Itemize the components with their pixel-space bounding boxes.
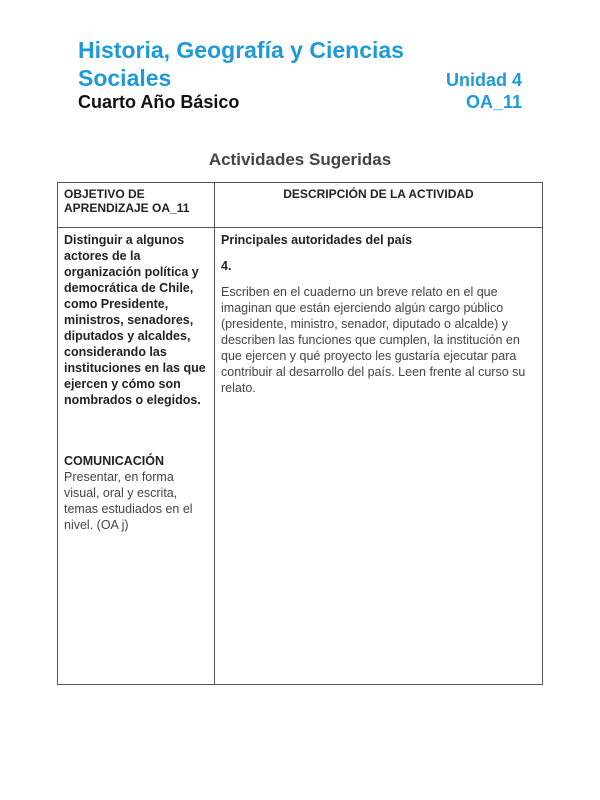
activity-table [57,182,543,685]
header-row-2 [78,64,522,92]
oa-label: OA_11 [465,92,522,112]
activity-cell [215,228,543,685]
document-header [78,36,522,116]
learning-objective-text: Distinguir a algunos actores de la organización política y democrática de Chile, como Presidente, ministros, senadores, diputados y alcaldes, considerando las instituciones en las que ejercen y cómo son nombrados o elegidos. [64,233,206,407]
subject-title-line1: Historia, Geografía y Ciencias [78,37,404,63]
header-row-3 [78,92,522,116]
objective-cell [58,228,215,685]
activity-title: Principales autoridades del país [221,233,413,247]
skill-title: COMUNICACIÓN [64,454,164,468]
unit-label: Unidad 4 [445,70,522,90]
subject-title-line2: Sociales [78,65,172,91]
activity-column-header: DESCRIPCIÓN DE LA ACTIVIDAD [215,183,543,228]
activity-description: Escriben en el cuaderno un breve relato en el que imaginan que están ejerciendo algún cargo público (presidente, ministro, senador, diputado o alcalde) y describen las funciones que cumplen, la institución en que ejercen y qué proyecto les gustaría ejecutar para contribuir al desarrollo del país. Leen frente al curso su relato. [221,285,526,395]
objective-column-header: OBJETIVO DE APRENDIZAJE OA_11 [58,183,215,228]
table-header-row [58,183,543,228]
section-title: Actividades Sugeridas [208,150,392,169]
skill-description: Presentar, en forma visual, oral y escrita, temas estudiados en el nivel. (OA j) [64,470,193,532]
table-body-row [58,228,543,685]
activity-number: 4. [221,259,232,273]
grade-label: Cuarto Año Básico [78,92,240,112]
